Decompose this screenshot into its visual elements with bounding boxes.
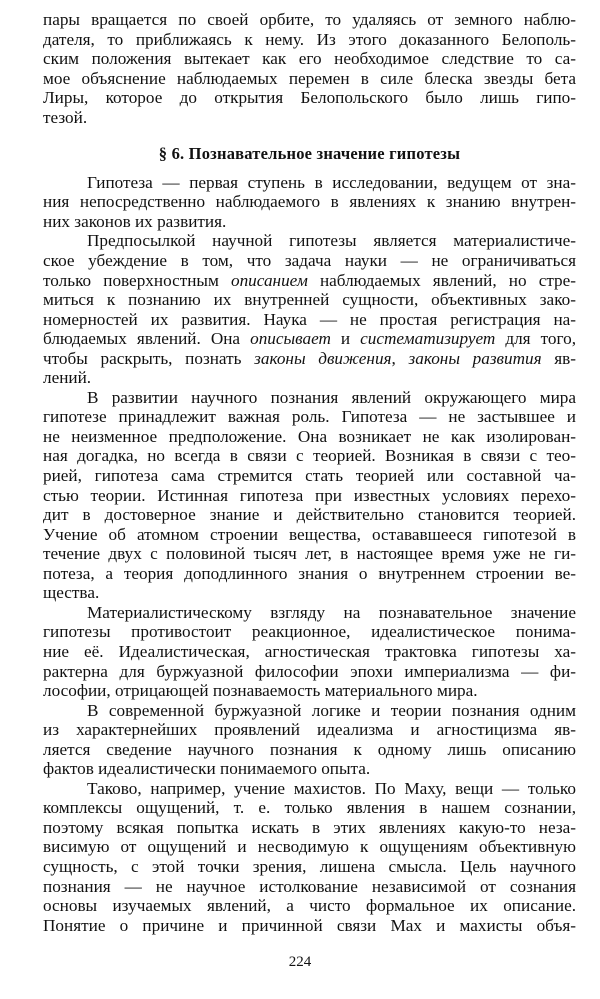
text-line: Таково, например, учение махистов. По Маху, вещи — только xyxy=(87,778,576,798)
text-line: чтобы раскрыть, познать законы движения, законы развития яв- xyxy=(43,348,577,368)
paragraph-1 xyxy=(43,173,576,232)
text-line: ским положения вытекает как его необходимое следствие то са- xyxy=(43,49,576,69)
text-line: В развитии научного познания явлений окружающего мира xyxy=(87,387,576,407)
text-line: дит в достоверное знание и действительно становится теорией. xyxy=(43,505,576,525)
text-line: номерностей их развития. Наука — не простая регистрация на- xyxy=(43,309,576,329)
text-line: фактов идеалистически понимаемого опыта. xyxy=(43,759,371,779)
paragraph-2 xyxy=(43,231,576,387)
italic-emphasis: систематизирует xyxy=(360,329,496,349)
text-line: из характернейших проявлений идеализма и агностицизма яв- xyxy=(43,720,576,740)
book-page xyxy=(43,10,576,935)
paragraph-5 xyxy=(43,701,576,779)
text-line: щества. xyxy=(43,583,100,603)
text-line: сущность, с этой точки зрения, лишена смысла. Цель научного xyxy=(43,856,576,876)
text-line: Лиры, которое до открытия Белопольского было лишь гипо- xyxy=(43,88,576,108)
text-line: лософии, отрицающей познаваемость материального мира. xyxy=(43,681,478,701)
text-line: поэтому всякая попытка искать в этих явлениях какую-то неза- xyxy=(43,817,576,837)
intro-paragraph xyxy=(43,10,576,127)
page-number: 224 xyxy=(288,954,312,970)
text-line: рией, гипотеза сама стремится стать теорией или составной ча- xyxy=(43,466,576,486)
text-line: блюдаемых явлений. Она описывает и систематизирует для того, xyxy=(43,329,576,349)
text-line: мое объяснение наблюдаемых перемен в силе блеска звезды бета xyxy=(43,68,576,88)
text-line: ляется сведение научного познания к одному лишь описанию xyxy=(43,739,576,759)
section-heading: § 6. Познавательное значение гипотезы xyxy=(158,144,461,164)
text-line: тезой. xyxy=(43,107,88,127)
text-line: них законов их развития. xyxy=(43,211,227,231)
text-line: рактерна для буржуазной философии эпохи империализма — фи- xyxy=(43,661,576,681)
italic-emphasis: законы развития xyxy=(408,348,542,368)
text-line: висимую от ощущений и несводимую к ощущениям объективную xyxy=(43,837,576,857)
text-line: не неизменное предположение. Она возникает не как изолирован- xyxy=(43,426,576,446)
text-line: В современной буржуазной логике и теории познания одним xyxy=(87,700,576,720)
text-line: ния непосредственно наблюдаемого в явлениях к знанию внутрен- xyxy=(43,192,576,212)
text-line: только поверхностным описанием наблюдаемых явлений, но стре- xyxy=(43,270,576,290)
text-line: комплексы ощущений, т. е. только явления в нашем сознании, xyxy=(43,798,576,818)
text-line: ское убеждение в том, что задача науки — не ограничиваться xyxy=(43,251,576,271)
text-line: ная догадка, но всегда в связи с теорией. Возникая в связи с тео- xyxy=(43,446,576,466)
text-line: основы изучаемых явлений, а чисто формальное их описание. xyxy=(43,896,576,916)
text-line: познания — не научное истолкование независимой от сознания xyxy=(43,876,576,896)
text-line: лений. xyxy=(43,368,92,388)
italic-emphasis: описанием xyxy=(230,270,308,290)
text-line: Материалистическому взгляду на познавательное значение xyxy=(87,602,576,622)
text-line: Учение об атомном строении вещества, остававшееся гипотезой в xyxy=(43,524,576,544)
text-line: стью теории. Истинная гипотеза при известных условиях перехо- xyxy=(43,485,576,505)
paragraph-6 xyxy=(43,779,576,935)
text-line: Понятие о причине и причинной связи Мах и махисты объя- xyxy=(43,915,576,935)
text-line: дателя, то приближаясь к нему. Из этого доказанного Белополь- xyxy=(43,29,576,49)
text-line: Предпосылкой научной гипотезы является материалистиче- xyxy=(87,231,576,251)
text-line: гипотезе принадлежит важная роль. Гипотеза — не застывшее и xyxy=(43,407,576,427)
italic-emphasis: описывает xyxy=(250,329,331,349)
text-line: ние её. Идеалистическая, агностическая трактовка гипотезы ха- xyxy=(43,641,576,661)
paragraph-4 xyxy=(43,603,576,701)
text-line: пары вращается по своей орбите, то удаляясь от земного наблю- xyxy=(43,10,576,29)
text-line: течение двух с половиной тысяч лет, в настоящее время уже не ги- xyxy=(43,544,576,564)
text-line: Гипотеза — первая ступень в исследовании, ведущем от зна- xyxy=(87,172,576,192)
text-line: потеза, а теория доподлинного знания о внутреннем строении ве- xyxy=(43,563,576,583)
text-line: миться к познанию их внутренней сущности, объективных зако- xyxy=(43,290,576,310)
italic-emphasis: законы движения xyxy=(254,348,392,368)
paragraph-3 xyxy=(43,388,576,603)
text-line: гипотезы противостоит реакционное, идеалистическое понима- xyxy=(43,622,576,642)
